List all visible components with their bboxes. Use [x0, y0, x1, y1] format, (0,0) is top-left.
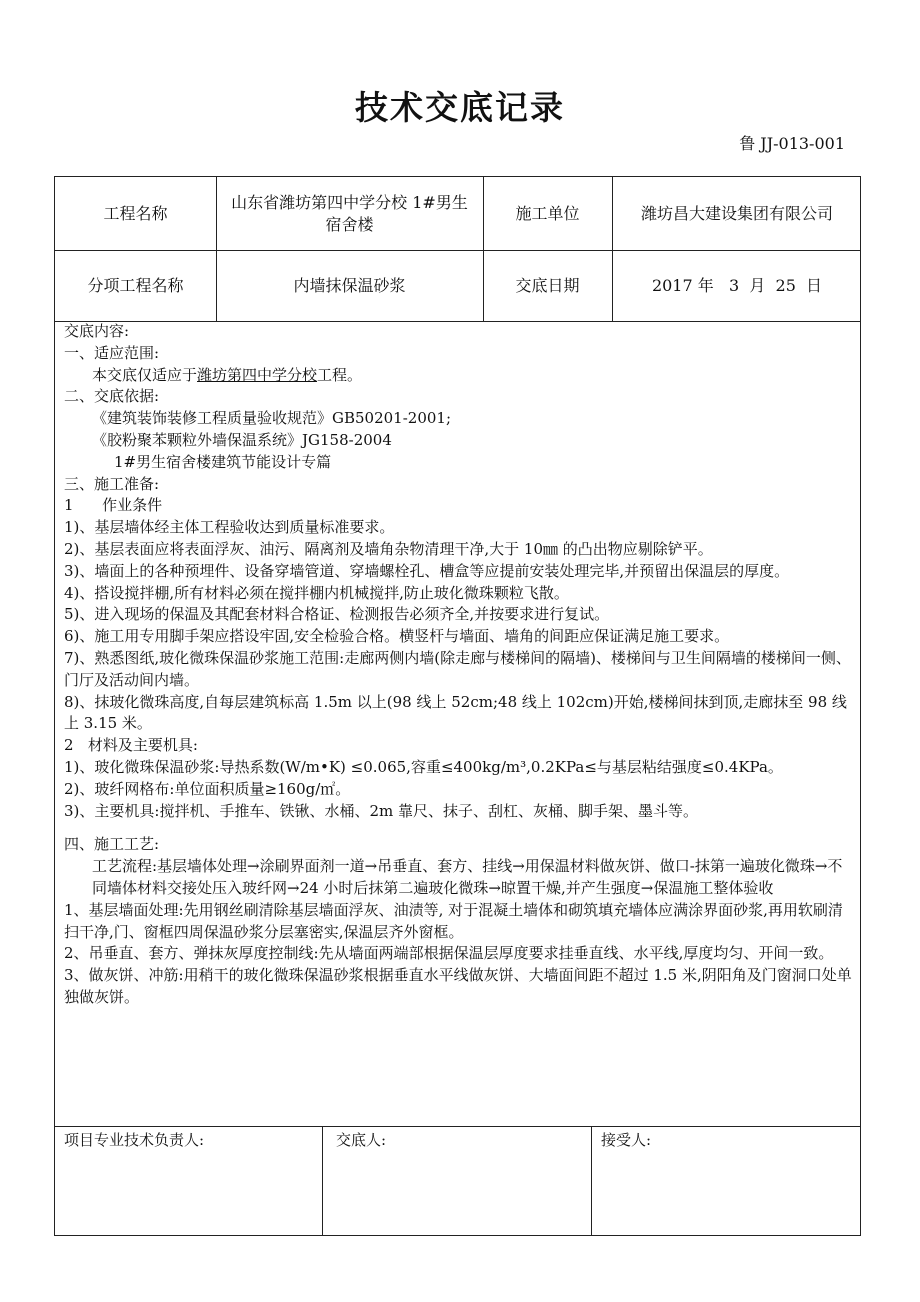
- content-heading: 交底内容:: [64, 322, 130, 340]
- disclosure-date-value: 2017 年 3 月 25 日: [651, 275, 823, 295]
- basis-item: 《胶粉聚苯颗粒外墙保温系统》JG158-2004: [92, 430, 392, 449]
- construction-unit-label: 施工单位: [515, 203, 580, 223]
- work-conditions-title: 1 作业条件: [64, 496, 163, 515]
- row-divider: [55, 1126, 860, 1127]
- column-divider: [591, 1126, 592, 1236]
- document-code: 鲁 JJ-013-001: [739, 134, 845, 153]
- materials-title: 2 材料及主要机具:: [64, 736, 198, 755]
- project-name-value: 山东省潍坊第四中学分校 1#男生宿舍楼: [231, 192, 468, 234]
- sub-project-label: 分项工程名称: [87, 275, 184, 295]
- condition-item: 3)、墙面上的各种预埋件、设备穿墙管道、穿墙螺栓孔、槽盒等应提前安装处理完毕,并预留出保温层的厚度。: [64, 561, 790, 580]
- page-title: 技术交底记录: [355, 88, 565, 127]
- process-flow: 工艺流程:基层墙体处理→涂刷界面剂一道→吊垂直、套方、挂线→用保温材料做灰饼、做口-抹第一遍玻化微珠→不同墙体材料交接处压入玻纤网→24 小时后抹第二遍玻化微珠→晾置干燥,并产生强度→保温施工整体验收: [92, 857, 843, 897]
- material-item: 3)、主要机具:搅拌机、手推车、铁锹、水桶、2m 靠尺、抹子、刮杠、灰桶、脚手架、墨斗等。: [64, 801, 698, 820]
- section-2-title: 二、交底依据:: [64, 387, 160, 406]
- disclosure-form: [54, 176, 861, 1236]
- sub-project-value: 内墙抹保温砂浆: [293, 275, 406, 295]
- condition-item: 8)、抹玻化微珠高度,自每层建筑标高 1.5m 以上(98 线上 52cm;48 线上 102cm)开始,楼梯间抹到顶,走廊抹至 98 线上 3.15 米。: [64, 692, 847, 733]
- process-item: 3、做灰饼、冲筋:用稍干的玻化微珠保温砂浆根据垂直水平线做灰饼、大墙面间距不超过 1.5 米,阴阳角及门窗洞口处单独做灰饼。: [64, 966, 852, 1006]
- scope-school-name: 潍坊第四中学分校: [197, 365, 318, 384]
- condition-item: 5)、进入现场的保温及其配套材料合格证、检测报告必须齐全,并按要求进行复试。: [64, 605, 610, 624]
- scope-suffix: 工程。: [317, 365, 363, 384]
- project-name-label: 工程名称: [103, 203, 168, 223]
- basis-item: 1#男生宿舍楼建筑节能设计专篇: [114, 452, 332, 471]
- material-item: 1)、玻化微珠保温砂浆:导热系数(W/m•K) ≤0.065,容重≤400kg/m³,0.2KPa≤与基层粘结强度≤0.4KPa。: [64, 757, 783, 776]
- condition-item: 1)、基层墙体经主体工程验收达到质量标准要求。: [64, 518, 395, 537]
- process-item: 1、基层墙面处理:先用钢丝刷清除基层墙面浮灰、油渍等, 对于混凝土墙体和砌筑填充墙体应满涂界面砂浆,再用软刷清扫干净,门、窗框四周保温砂浆分层塞密实,保温层齐外窗框。: [64, 900, 843, 941]
- spacer: [64, 822, 854, 834]
- tech-lead-label: 项目专业技术负责人:: [64, 1131, 205, 1149]
- discloser-label: 交底人:: [336, 1131, 387, 1149]
- scope-prefix: 本交底仅适应于: [92, 365, 198, 384]
- material-item: 2)、玻纤网格布:单位面积质量≥160g/㎡。: [64, 779, 351, 798]
- condition-item: 4)、搭设搅拌棚,所有材料必须在搅拌棚内机械搅拌,防止玻化微珠颗粒飞散。: [64, 583, 569, 602]
- disclosure-content: [64, 321, 854, 1009]
- disclosure-date-label: 交底日期: [515, 275, 580, 295]
- condition-item: 6)、施工用专用脚手架应搭设牢固,安全检验合格。横竖杆与墙面、墙角的间距应保证满足施工要求。: [64, 627, 730, 646]
- condition-item: 7)、熟悉图纸,玻化微珠保温砂浆施工范围:走廊两侧内墙(除走廊与楼梯间的隔墙)、楼梯间与卫生间隔墙的楼梯间一侧、门厅及活动间内墙。: [64, 648, 851, 689]
- section-4-title: 四、施工工艺:: [64, 835, 160, 854]
- section-1-text: [64, 365, 854, 387]
- receiver-label: 接受人:: [601, 1131, 652, 1149]
- condition-item: 2)、基层表面应将表面浮灰、油污、隔离剂及墙角杂物清理干净,大于 10㎜ 的凸出物应剔除铲平。: [64, 539, 713, 558]
- basis-item: 《建筑装饰装修工程质量验收规范》GB50201-2001;: [92, 409, 452, 428]
- column-divider: [322, 1126, 323, 1236]
- section-3-title: 三、施工准备:: [64, 474, 160, 493]
- section-1-title: 一、适应范围:: [64, 343, 160, 362]
- process-item: 2、吊垂直、套方、弹抹灰厚度控制线:先从墙面两端部根据保温层厚度要求挂垂直线、水平线,厚度均匀、开间一致。: [64, 944, 834, 963]
- construction-unit-value: 潍坊昌大建设集团有限公司: [640, 203, 833, 223]
